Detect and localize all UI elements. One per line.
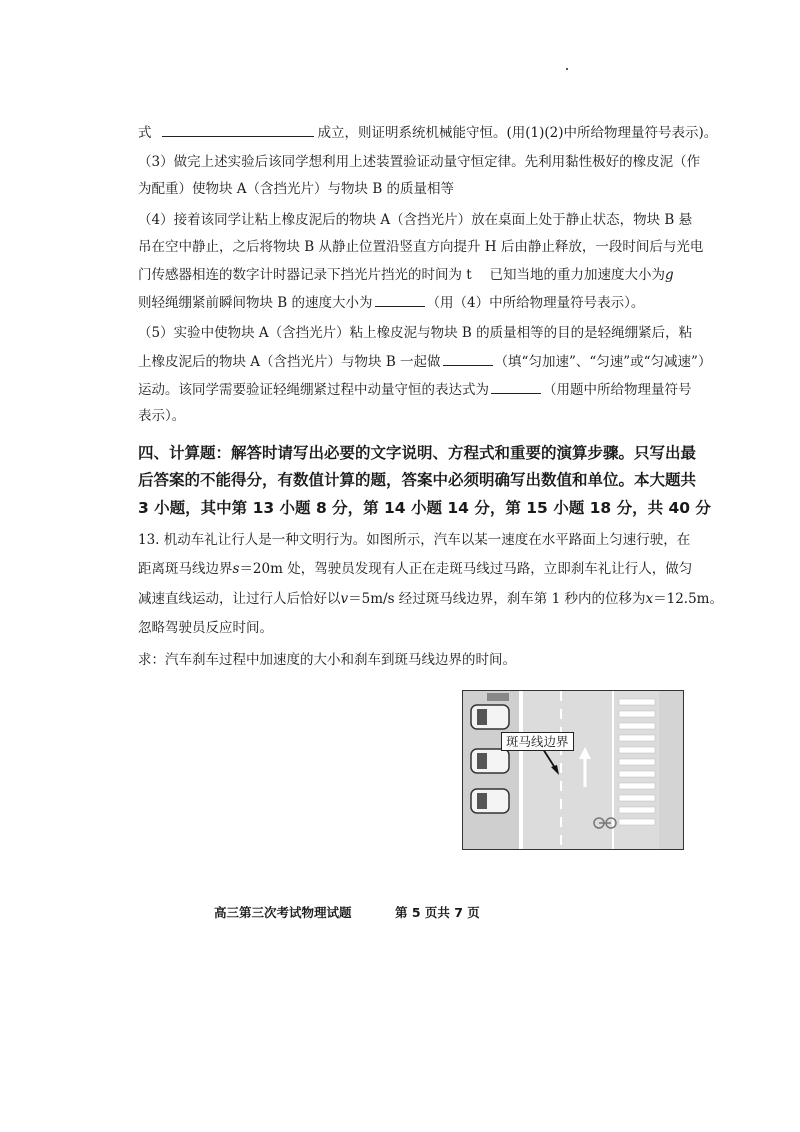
q13-line2-rest: ＝20m 处，驾驶员发现有人正在走斑马线过马路，立即刹车礼让行人，做匀 (239, 561, 693, 577)
symbol-s: s (232, 561, 240, 577)
formula-line (138, 122, 718, 143)
section4-heading-line2: 后答案的不能得分，有数值计算的题，答案中必须明确写出数值和单位。本大题共 (138, 471, 697, 489)
part5-line3 (138, 379, 698, 400)
crosswalk-figure (462, 690, 684, 850)
footer-exam-title: 高三第三次考试物理试题 (214, 905, 352, 920)
crosswalk-boundary-label: 斑马线边界 (501, 732, 574, 751)
q13-line3 (138, 589, 723, 609)
symbol-x: x (645, 591, 654, 607)
part5-line3-text: 运动。该同学需要验证轻绳绷紧过程中动量守恒的表达式为 (138, 382, 489, 398)
q13-line3-text: 减速直线运动，让过行人后恰好以 (138, 591, 341, 607)
part4-line3-text: 门传感器相连的数字计时器记录下挡光片挡光的时间为 t 已知当地的重力加速度大小为 (138, 267, 666, 283)
answer-blank-formula[interactable] (162, 122, 314, 137)
part5-line3-suffix: （用题中所给物理量符号 (543, 382, 692, 398)
answer-blank-motion-type[interactable] (443, 351, 493, 366)
q13-line3-mid: ＝5m/s 经过斑马线边界，刹车第 1 秒内的位移为 (348, 591, 646, 607)
section4-heading-line3: 3 小题，其中第 13 小题 8 分，第 14 小题 14 分，第 15 小题 18 分，共 40 分 (138, 499, 711, 517)
part5-line2-suffix: （填“匀加速”、“匀速”或“匀减速”） (494, 354, 712, 370)
q13-line4: 忽略驾驶员反应时间。 (138, 620, 273, 636)
part5-line2 (138, 351, 712, 372)
part3-line2: 为配重）使物块 A（含挡光片）与物块 B 的质量相等 (138, 181, 455, 197)
part4-line4 (138, 292, 698, 313)
part4-line1: （4）接着该同学让粘上橡皮泥后的物块 A（含挡光片）放在桌面上处于静止状态，物块 B 悬 (138, 212, 693, 228)
part4-line3 (138, 265, 698, 285)
part3-line1: （3）做完上述实验后该同学想利用上述装置验证动量守恒定律。先利用黏性极好的橡皮泥（作 (138, 154, 701, 170)
q13-line2-text: 距离斑马线边界 (138, 561, 233, 577)
answer-blank-velocity[interactable] (375, 292, 425, 307)
crosswalk-illustration (463, 691, 683, 849)
q13-line1: 13. 机动车礼让行人是一种文明行为。如图所示，汽车以某一速度在水平路面上匀速行驶，在 (138, 532, 691, 548)
part5-line4: 表示）。 (138, 408, 186, 424)
part5-line1: （5）实验中使物块 A（含挡光片）粘上橡皮泥与物块 B 的质量相等的目的是轻绳绷紧后，粘 (138, 325, 693, 341)
answer-blank-momentum[interactable] (491, 379, 541, 394)
footer-page-info: 第 5 页共 7 页 (395, 905, 480, 920)
part5-line2-text: 上橡皮泥后的物块 A（含挡光片）与物块 B 一起做 (138, 354, 441, 370)
q13-question: 求：汽车刹车过程中加速度的大小和刹车到斑马线边界的时间。 (138, 652, 516, 668)
symbol-g: g (665, 267, 674, 283)
q13-line2 (138, 559, 698, 579)
part4-line2: 吊在空中静止，之后将物块 B 从静止位置沿竖直方向提升 H 后由静止释放，一段时间后与光电 (138, 239, 704, 255)
formula-line-end: 成立，则证明系统机械能守恒。(用(1)(2)中所给物理量符号表示)。 (317, 125, 718, 141)
scan-speck (566, 68, 568, 70)
formula-line-start: 式 (138, 125, 152, 141)
part4-line4-text: 则轻绳绷紧前瞬间物块 B 的速度大小为 (138, 295, 373, 311)
symbol-v: v (340, 591, 349, 607)
q13-line3-end: ＝12.5m。 (653, 591, 723, 607)
part4-line4-suffix: （用（4）中所给物理量符号表示）。 (426, 295, 645, 311)
section4-heading-line1: 四、计算题：解答时请写出必要的文字说明、方程式和重要的演算步骤。只写出最 (138, 444, 697, 462)
